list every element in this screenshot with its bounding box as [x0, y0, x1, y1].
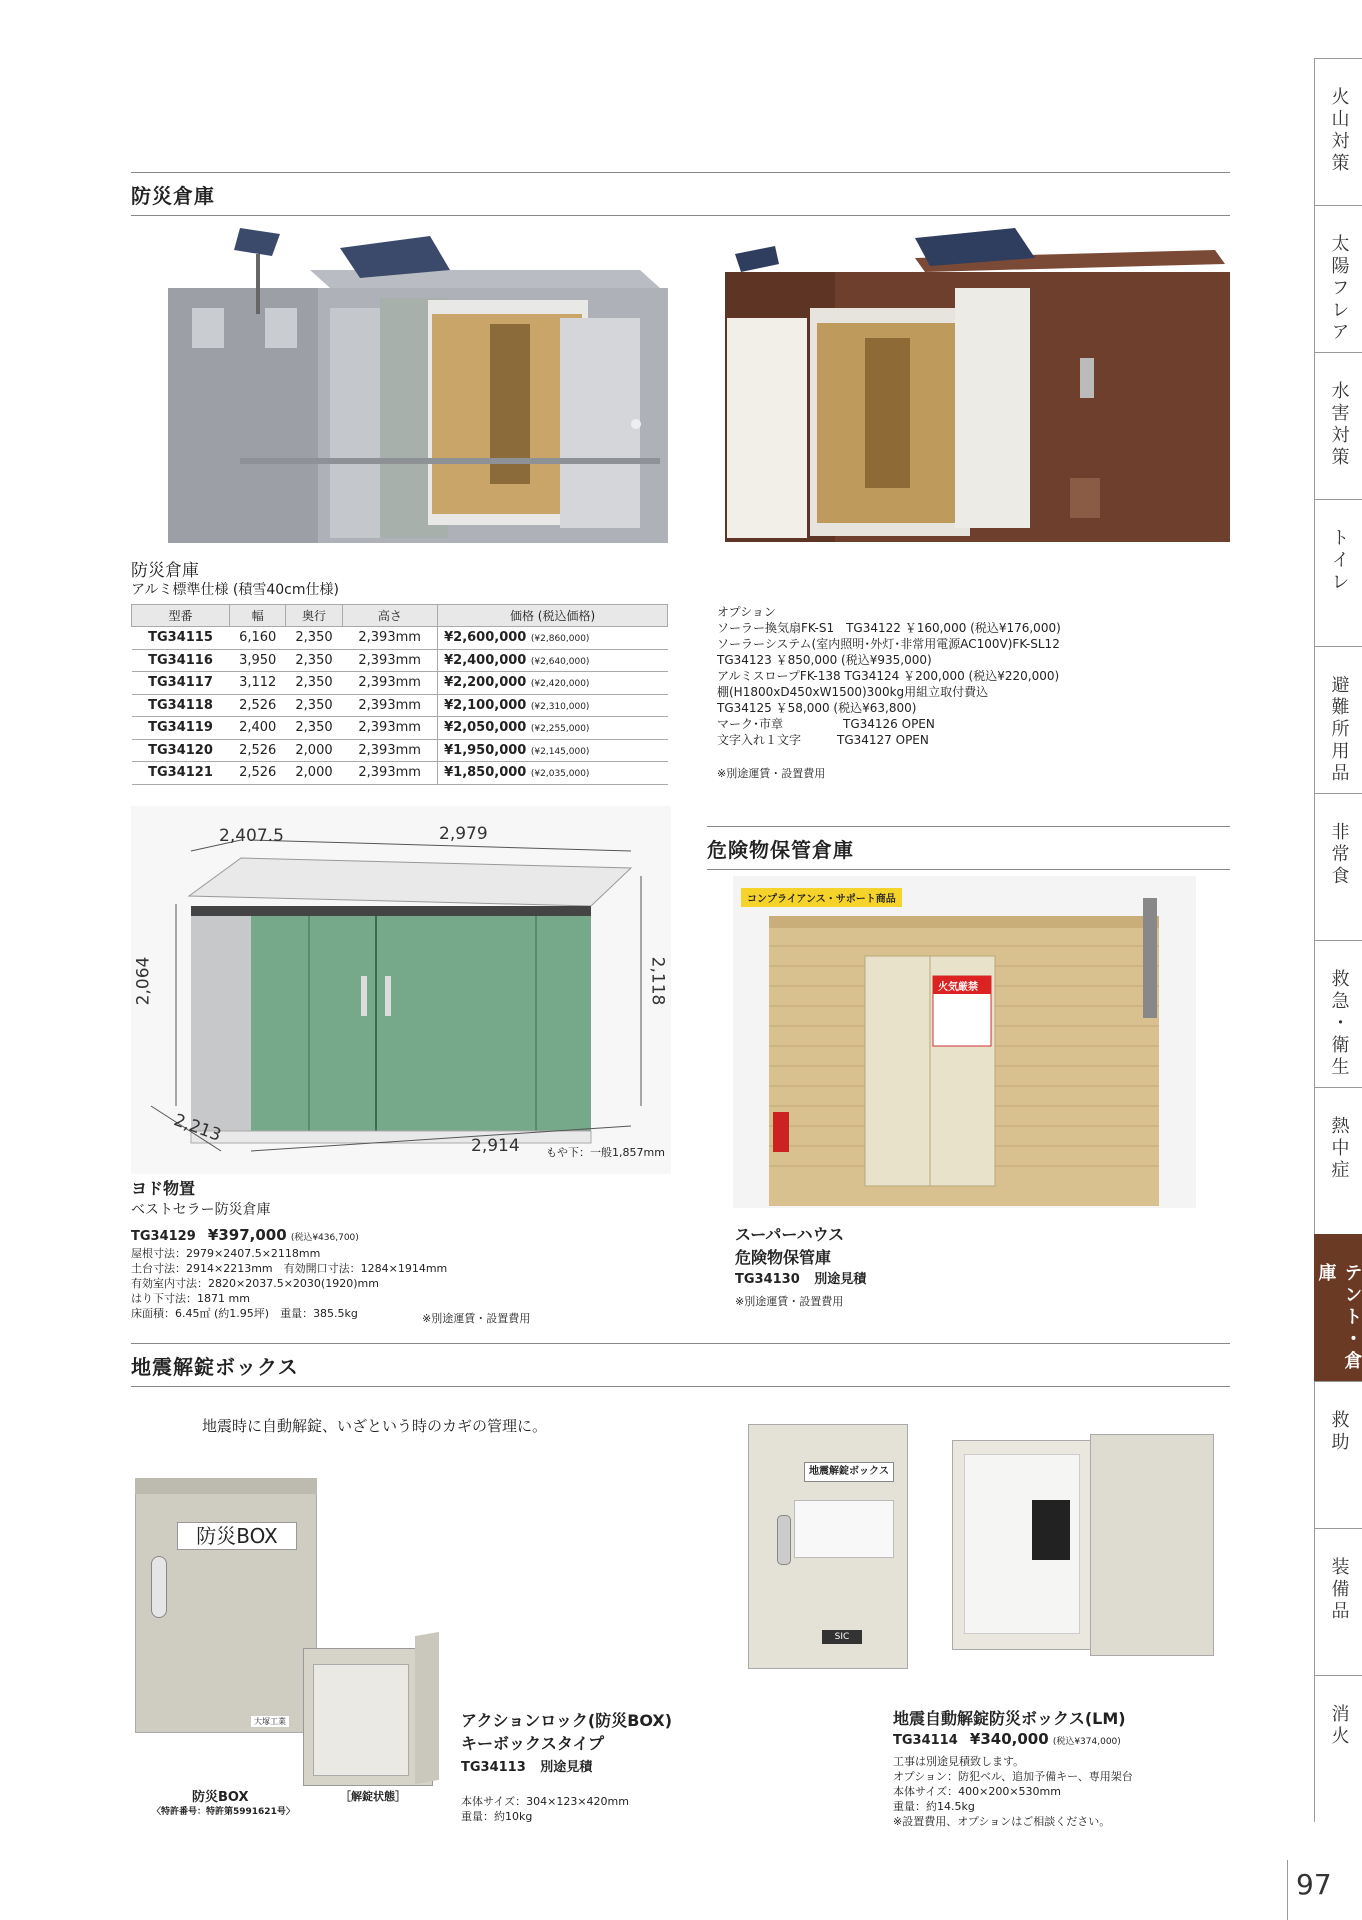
price-value: ¥2,400,000	[444, 652, 527, 668]
price-tax: (¥2,255,000)	[530, 724, 590, 735]
lm-code: TG34114	[893, 1733, 958, 1748]
table-cell: 2,000	[286, 739, 342, 762]
price-cell	[438, 649, 668, 672]
price-cell	[438, 762, 668, 785]
spec-line: 土台寸法：2914×2213mm 有効開口寸法：1284×1914mm	[131, 1262, 448, 1275]
price-cell	[438, 694, 668, 717]
action-price-line	[461, 1756, 592, 1775]
hazard-price-line	[735, 1268, 866, 1287]
caption-patent: 〈特許番号：特許第5991621号〉	[152, 1807, 295, 1817]
table-cell: 2,393mm	[342, 627, 437, 650]
sidebar-tab-label: 装備品	[1328, 1557, 1350, 1623]
option-line: 文字入れ１文字 TG34127 OPEN	[717, 733, 929, 747]
dim-length: 2,979	[439, 824, 488, 844]
option-line: ソーラーシステム(室内照明･外灯･非常用電源AC100V)FK-SL12	[717, 637, 1060, 651]
price-tax: (¥2,145,000)	[530, 746, 590, 757]
table-cell: TG34120	[132, 739, 230, 762]
page-number-divider	[1287, 1860, 1288, 1920]
price-value: ¥2,100,000	[444, 697, 527, 713]
sidebar-tab-label: 非常食	[1328, 822, 1350, 888]
sidebar-tab-label: テント・倉庫	[1315, 1263, 1362, 1373]
hazard-code: TG34130	[735, 1272, 800, 1287]
sidebar-tab-label: 火山対策	[1328, 87, 1350, 175]
yodo-price: ¥397,000	[207, 1226, 287, 1244]
yodo-price-line	[131, 1226, 359, 1244]
section-title-hazard: 危険物保管倉庫	[707, 838, 854, 862]
sidebar-tab-label: 避難所用品	[1328, 675, 1350, 785]
spec-table	[131, 604, 668, 785]
price-cell	[438, 672, 668, 695]
price-tax: (¥2,035,000)	[530, 769, 590, 780]
table-row	[132, 762, 668, 785]
section-title-bousai-souko: 防災倉庫	[131, 184, 215, 208]
sidebar-tab[interactable]	[1314, 1528, 1362, 1675]
sidebar-tab-label: 救急・衛生	[1328, 969, 1350, 1079]
table-cell: 3,112	[230, 672, 286, 695]
options-block	[717, 604, 1137, 782]
table-cell: 2,526	[230, 694, 286, 717]
price-value: ¥2,200,000	[444, 675, 527, 691]
table-cell: 2,350	[286, 694, 342, 717]
box-maker-tag: 大塚工業	[251, 1716, 289, 1727]
yodo-note: ※別途運賃・設置費用	[422, 1312, 531, 1325]
hazard-rule-bottom	[707, 869, 1230, 870]
hazard-note: ※別途運賃・設置費用	[735, 1295, 844, 1308]
spec-line: 本体サイズ：400×200×530mm	[893, 1785, 1061, 1798]
action-name2: キーボックスタイプ	[461, 1734, 605, 1753]
table-cell: 2,393mm	[342, 649, 437, 672]
yodo-sub: ベストセラー防災倉庫	[131, 1202, 271, 1218]
table-cell: 2,393mm	[342, 717, 437, 740]
price-tax: (¥2,420,000)	[530, 679, 590, 690]
page-number: 97	[1296, 1868, 1332, 1901]
lm-tax: (税込¥374,000)	[1052, 1737, 1121, 1747]
dim-height-left: 2,064	[133, 956, 154, 1006]
table-cell: TG34117	[132, 672, 230, 695]
action-name1: アクションロック(防災BOX)	[461, 1711, 673, 1730]
spec-line: はり下寸法：1871 mm	[131, 1292, 250, 1305]
section-rule-top	[131, 172, 1230, 173]
option-line: TG34125 ￥58,000 (税込¥63,800)	[717, 701, 917, 715]
spec-line: 有効室内寸法：2820×2037.5×2030(1920)mm	[131, 1277, 379, 1290]
hazard-storage-image	[733, 876, 1196, 1208]
table-cell: 6,160	[230, 627, 286, 650]
table-cell: TG34118	[132, 694, 230, 717]
dim-width: 2,407.5	[219, 826, 284, 846]
spec-line: ※設置費用、オプションはご相談ください。	[893, 1815, 1111, 1828]
table-cell: TG34115	[132, 627, 230, 650]
sidebar-tab[interactable]	[1314, 1675, 1362, 1822]
price-tax: (¥2,640,000)	[530, 656, 590, 667]
table-header-cell: 奥行	[286, 605, 342, 627]
sidebar-tab[interactable]	[1314, 940, 1362, 1087]
table-cell: TG34116	[132, 649, 230, 672]
table-cell: 2,526	[230, 739, 286, 762]
table-cell: 2,350	[286, 649, 342, 672]
table-cell: TG34121	[132, 762, 230, 785]
sidebar-tab[interactable]	[1314, 205, 1362, 352]
section-title-earthquake-box: 地震解錠ボックス	[131, 1355, 299, 1379]
silver-warehouse-image	[160, 228, 680, 558]
yodo-specs	[131, 1246, 551, 1321]
yodo-shed-diagram	[131, 806, 671, 1174]
compliance-badge: コンプライアンス・サポート商品	[741, 888, 902, 907]
brown-warehouse-image	[715, 228, 1230, 558]
sidebar-tab-label: 太陽フレア	[1328, 234, 1350, 344]
product-name-bousai-souko: 防災倉庫	[131, 561, 199, 581]
lm-box-image	[742, 1420, 1220, 1676]
table-cell: 2,393mm	[342, 739, 437, 762]
table-header-cell: 高さ	[342, 605, 437, 627]
caption-bousai-box: 防災BOX	[192, 1790, 249, 1805]
spec-line: 工事は別途見積致します。	[893, 1755, 1025, 1768]
spec-line: オプション：防犯ベル、追加予備キー、専用架台	[893, 1770, 1133, 1783]
hazard-price: 別途見積	[814, 1272, 867, 1287]
yodo-code: TG34129	[131, 1229, 196, 1244]
bousai-box-image	[135, 1478, 440, 1788]
option-line: アルミスロープFK-138 TG34124 ￥200,000 (税込¥220,000)	[717, 669, 1060, 683]
option-line: TG34123 ￥850,000 (税込¥935,000)	[717, 653, 932, 667]
section-rule-bottom	[131, 215, 1230, 216]
action-specs	[461, 1794, 629, 1824]
table-cell: 2,350	[286, 627, 342, 650]
lm-brand: SIC	[822, 1630, 862, 1644]
action-code: TG34113	[461, 1760, 526, 1775]
spec-line: 屋根寸法：2979×2407.5×2118mm	[131, 1247, 321, 1260]
table-cell: 2,350	[286, 717, 342, 740]
sidebar-tab-label: 水害対策	[1328, 381, 1350, 469]
lm-specs	[893, 1754, 1133, 1829]
lm-name: 地震自動解錠防災ボックス(LM)	[893, 1709, 1126, 1728]
sidebar-tab[interactable]	[1314, 793, 1362, 940]
yodo-tax: (税込¥436,700)	[290, 1233, 359, 1243]
dim-base-length: 2,914	[471, 1136, 520, 1156]
option-line: 棚(H1800xD450xW1500)300kg用組立取付費込	[717, 685, 989, 699]
caption-unlocked: ［解錠状態］	[340, 1790, 406, 1803]
table-cell: 2,000	[286, 762, 342, 785]
sidebar-tab-label: 救助	[1328, 1410, 1350, 1454]
section3-rule-top	[131, 1343, 1230, 1344]
yodo-name: ヨド物置	[131, 1179, 196, 1198]
sidebar-tab[interactable]	[1314, 646, 1362, 793]
hazard-rule-top	[707, 826, 1230, 827]
section3-lead: 地震時に自動解錠、いざという時のカギの管理に。	[202, 1417, 548, 1435]
options-heading: オプション	[717, 605, 776, 619]
hazard-name1: スーパーハウス	[735, 1225, 845, 1244]
sidebar-tab-label: 熱中症	[1328, 1116, 1350, 1182]
price-value: ¥1,850,000	[444, 765, 527, 781]
sidebar-tab[interactable]	[1314, 352, 1362, 499]
table-cell: 2,526	[230, 762, 286, 785]
lm-price-line	[893, 1730, 1121, 1748]
sidebar-tab[interactable]	[1314, 58, 1362, 205]
price-cell	[438, 739, 668, 762]
lm-price: ¥340,000	[969, 1730, 1049, 1748]
sidebar-tab[interactable]	[1314, 1381, 1362, 1528]
table-cell: TG34119	[132, 717, 230, 740]
product-sub-bousai-souko: アルミ標準仕様 (積雪40cm仕様)	[131, 582, 339, 598]
table-header-cell: 型番	[132, 605, 230, 627]
hazard-name2: 危険物保管庫	[735, 1248, 832, 1267]
table-header-cell: 幅	[230, 605, 286, 627]
spec-line: 重量：約14.5kg	[893, 1800, 975, 1813]
options-note: ※別途運賃・設置費用	[717, 767, 826, 780]
table-header-cell: 価格 (税込価格)	[438, 605, 668, 627]
table-cell: 2,393mm	[342, 672, 437, 695]
dim-depth: 2,213	[171, 1110, 224, 1146]
price-tax: (¥2,310,000)	[530, 701, 590, 712]
table-row	[132, 717, 668, 740]
table-cell: 2,350	[286, 672, 342, 695]
section3-rule-bottom	[131, 1386, 1230, 1387]
lm-box-label: 地震解錠ボックス	[804, 1462, 894, 1482]
price-cell	[438, 627, 668, 650]
dim-height-right: 2,118	[647, 956, 668, 1006]
table-row	[132, 672, 668, 695]
option-line: マーク･市章 TG34126 OPEN	[717, 717, 935, 731]
spec-line: 重量：約10kg	[461, 1810, 533, 1823]
action-price: 別途見積	[540, 1760, 593, 1775]
table-row	[132, 649, 668, 672]
price-value: ¥2,600,000	[444, 630, 527, 646]
spec-line: 本体サイズ：304×123×420mm	[461, 1795, 629, 1808]
table-row	[132, 627, 668, 650]
sidebar-tab[interactable]	[1314, 499, 1362, 646]
sidebar-tab[interactable]	[1314, 1234, 1362, 1381]
spec-line: 床面積：6.45㎡ (約1.95坪) 重量：385.5kg	[131, 1307, 358, 1320]
fire-sign: 火気厳禁	[938, 982, 978, 993]
table-row	[132, 694, 668, 717]
table-cell: 2,393mm	[342, 762, 437, 785]
dim-note: もや下：一般1,857mm	[546, 1146, 665, 1159]
price-cell	[438, 717, 668, 740]
table-cell: 3,950	[230, 649, 286, 672]
table-cell: 2,393mm	[342, 694, 437, 717]
box-label: 防災BOX	[177, 1522, 297, 1550]
price-value: ¥1,950,000	[444, 742, 527, 758]
price-tax: (¥2,860,000)	[530, 634, 590, 645]
table-row	[132, 739, 668, 762]
option-line: ソーラー換気扇FK-S1 TG34122 ￥160,000 (税込¥176,000)	[717, 621, 1061, 635]
price-value: ¥2,050,000	[444, 720, 527, 736]
sidebar-tab-label: トイレ	[1328, 528, 1350, 594]
table-cell: 2,400	[230, 717, 286, 740]
sidebar-tab-label: 消火	[1328, 1704, 1350, 1748]
sidebar-tab[interactable]	[1314, 1087, 1362, 1234]
category-sidebar	[1314, 58, 1362, 1822]
